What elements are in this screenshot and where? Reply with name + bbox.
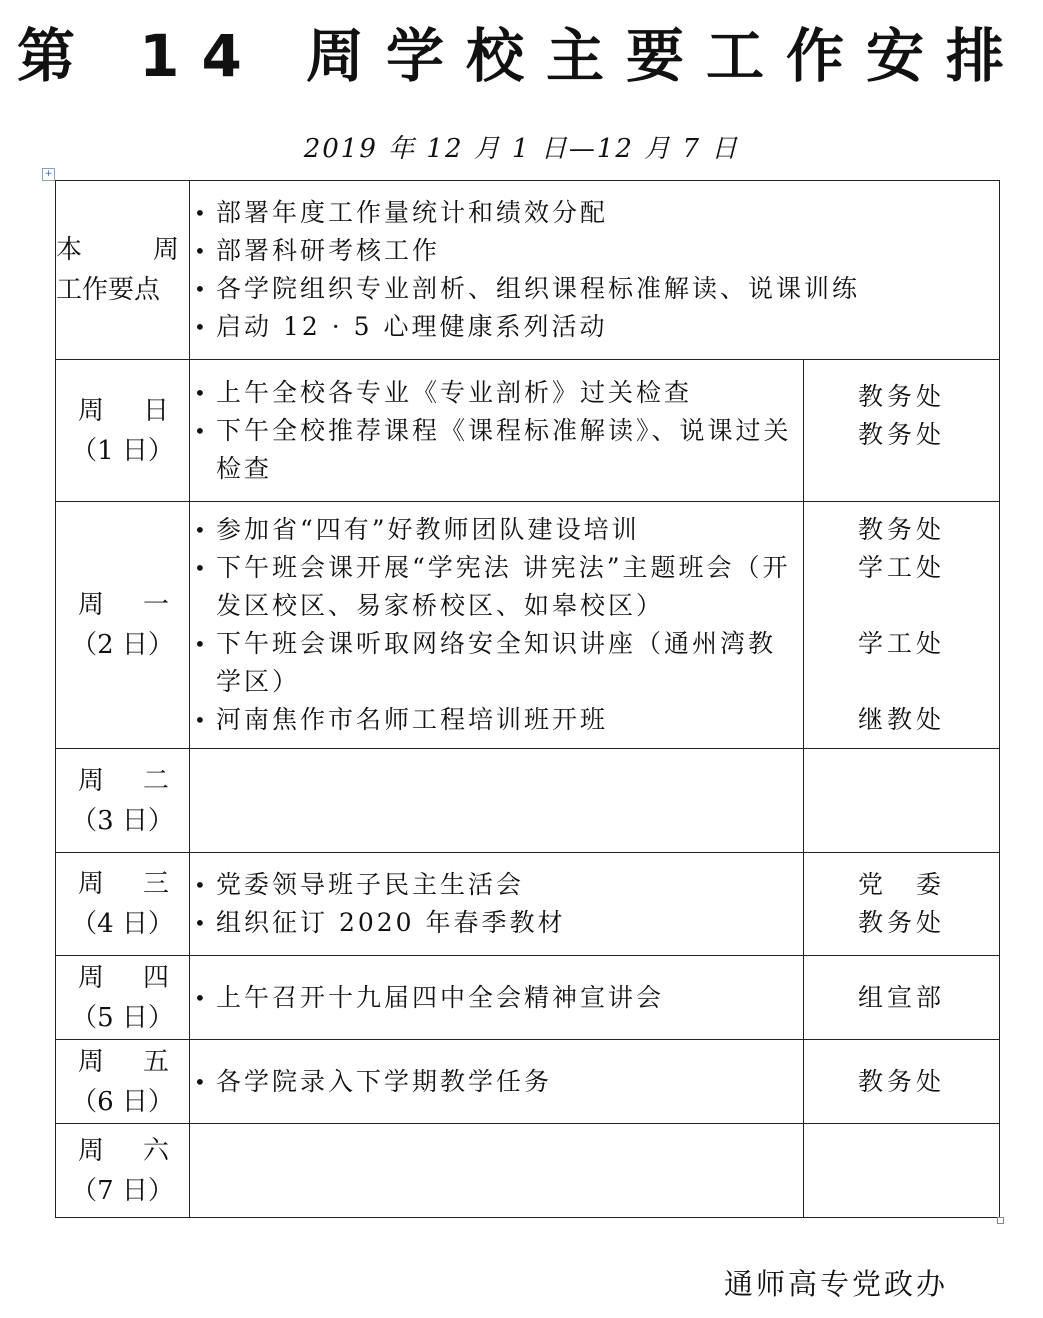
day-date: （4 日）: [71, 909, 174, 939]
list-item: • 河南焦作市名师工程培训班开班: [190, 701, 803, 739]
table-row: [56, 853, 1000, 956]
issuer: 通师高专党政办: [724, 1267, 949, 1301]
list-item: • 启动 12 · 5 心理健康系列活动: [190, 308, 999, 346]
list-item: • 下午班会课开展“学宪法 讲宪法”主题班会（开发区校区、易家桥校区、如皋校区）: [190, 549, 803, 625]
weekday: 周日: [78, 395, 169, 426]
schedule-table: [55, 180, 1000, 1218]
department: 教务处: [858, 515, 946, 544]
key-points-label-line1: 本周: [56, 235, 179, 265]
page-title: 第 14 周学校主要工作安排: [16, 22, 1027, 90]
day-items: [190, 502, 804, 749]
day-departments: [804, 360, 1000, 502]
list-item: • 上午召开十九届四中全会精神宣讲会: [190, 979, 803, 1017]
table-row: [56, 749, 1000, 853]
day-label: [56, 502, 190, 749]
weekday: 周二: [78, 765, 169, 796]
department: 教务处: [858, 908, 946, 937]
day-items: [190, 1124, 804, 1218]
day-date: （1 日）: [71, 435, 174, 466]
list-item: • 组织征订 2020 年春季教材: [190, 904, 803, 942]
department: 党 委: [858, 870, 946, 899]
weekday: 周六: [78, 1135, 169, 1166]
day-label: [56, 1040, 190, 1124]
day-departments: [804, 1124, 1000, 1218]
list-item: • 部署年度工作量统计和绩效分配: [190, 194, 999, 232]
department: 教务处: [858, 1066, 946, 1096]
table-resize-handle[interactable]: [997, 1217, 1004, 1224]
day-label: [56, 1124, 190, 1218]
table-move-handle-icon[interactable]: +: [42, 168, 55, 181]
key-points-list: [190, 181, 1000, 360]
table-row: [56, 360, 1000, 502]
day-departments: [804, 1040, 1000, 1124]
department: 教务处: [858, 382, 946, 411]
department: 教务处: [858, 420, 946, 449]
day-items: [190, 1040, 804, 1124]
weekday: 周一: [78, 590, 169, 620]
key-points-label-line2: 工作要点: [56, 275, 161, 305]
day-label: [56, 956, 190, 1040]
list-item: • 下午全校推荐课程《课程标准解读》、说课过关检查: [190, 412, 803, 488]
weekday: 周五: [78, 1046, 169, 1077]
day-departments: [804, 749, 1000, 853]
table-row: [56, 502, 1000, 749]
day-departments: [804, 502, 1000, 749]
list-item: • 下午班会课听取网络安全知识讲座（通州湾教学区）: [190, 625, 803, 701]
day-date: （6 日）: [71, 1086, 174, 1117]
table-row: [56, 1040, 1000, 1124]
day-departments: [804, 853, 1000, 956]
day-date: （7 日）: [71, 1175, 174, 1206]
key-points-label: [56, 181, 190, 360]
day-date: （5 日）: [71, 1002, 174, 1033]
table-row: [56, 1124, 1000, 1218]
list-item: • 各学院录入下学期教学任务: [190, 1063, 803, 1101]
department: [804, 587, 999, 625]
list-item: • 党委领导班子民主生活会: [190, 866, 803, 904]
date-range: 2019 年 12 月 1 日—12 月 7 日: [303, 134, 740, 164]
weekday: 周四: [78, 962, 169, 993]
list-item: • 部署科研考核工作: [190, 232, 999, 270]
weekday: 周三: [78, 869, 169, 899]
day-items: [190, 360, 804, 502]
table-row: [56, 956, 1000, 1040]
list-item: • 上午全校各专业《专业剖析》过关检查: [190, 374, 803, 412]
day-items: [190, 853, 804, 956]
day-date: （3 日）: [71, 805, 174, 836]
day-label: [56, 853, 190, 956]
day-date: （2 日）: [71, 630, 174, 660]
list-item: • 参加省“四有”好教师团队建设培训: [190, 511, 803, 549]
department: 组宣部: [858, 982, 946, 1012]
key-points-row: [56, 181, 1000, 360]
day-label: [56, 749, 190, 853]
day-items: [190, 956, 804, 1040]
day-label: [56, 360, 190, 502]
day-items: [190, 749, 804, 853]
department: [804, 663, 999, 701]
department: 继教处: [858, 705, 946, 734]
department: 学工处: [858, 553, 946, 582]
day-departments: [804, 956, 1000, 1040]
department: 学工处: [858, 629, 946, 658]
list-item: • 各学院组织专业剖析、组织课程标准解读、说课训练: [190, 270, 999, 308]
